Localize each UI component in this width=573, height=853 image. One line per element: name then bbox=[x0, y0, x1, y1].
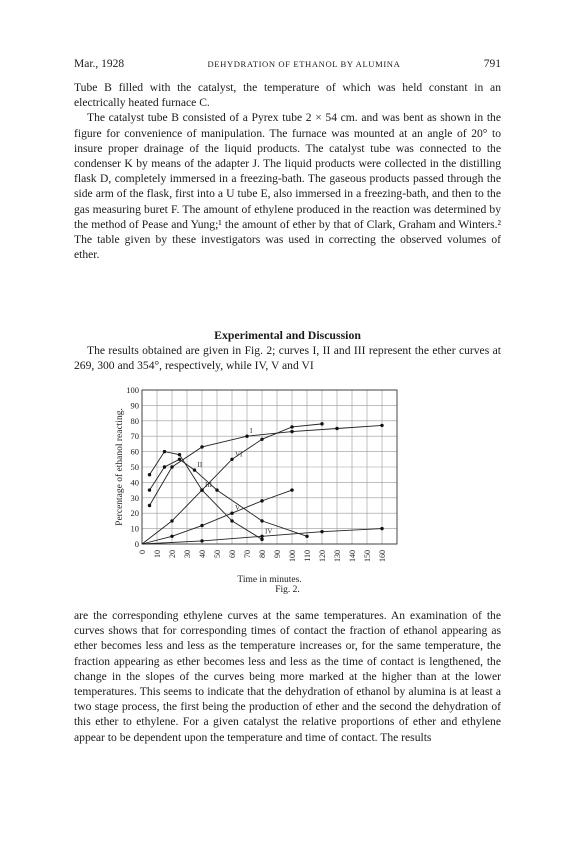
data-point bbox=[380, 424, 383, 427]
data-point bbox=[260, 438, 263, 441]
x-tick-label: 110 bbox=[303, 550, 312, 562]
x-tick-label: 120 bbox=[318, 550, 327, 562]
data-point bbox=[305, 535, 308, 538]
series-line bbox=[150, 452, 263, 540]
y-tick-label: 10 bbox=[130, 523, 139, 534]
data-point bbox=[245, 435, 248, 438]
header-page-number: 791 bbox=[483, 58, 501, 70]
x-tick-label: 90 bbox=[273, 550, 282, 558]
series-label: I bbox=[250, 427, 253, 436]
data-point bbox=[260, 499, 263, 502]
y-tick-label: 60 bbox=[130, 446, 139, 457]
paragraph: The results obtained are given in Fig. 2; curves I, II and III represent the ether curves at 269, 300 and 354°, respectively, while IV, V and VI bbox=[74, 344, 501, 373]
x-tick-label: 130 bbox=[333, 550, 342, 562]
data-point bbox=[170, 519, 173, 522]
paragraph: are the corresponding ethylene curves at the same temperatures. An examination of the curves shows that for corresponding times of contact the fraction of ethanol appearing as ether becomes less and less as the temperature increases or, for the same temperature, the fraction appearing as ether becomes less and less as the time of contact is lengthened, the change in the slopes of the curves being more marked at the higher than at the lower temperatures. This seems to indicate that the dehydration of ethanol by alumina is at least a two stage process, the first being the production of ether and the second the dehydration of this ether to ethylene. For a given catalyst the relative proportions of ether and ethylene appear to be dependent upon the temperature and time of contact. The results bbox=[74, 609, 501, 744]
y-tick-label: 90 bbox=[130, 400, 139, 411]
figure-caption: Fig. 2. bbox=[275, 585, 300, 595]
y-tick-label: 30 bbox=[130, 492, 139, 503]
header-date: Mar., 1928 bbox=[74, 58, 125, 70]
data-point bbox=[200, 524, 203, 527]
data-point bbox=[290, 430, 293, 433]
data-point bbox=[320, 422, 323, 425]
figure-2 bbox=[112, 384, 422, 596]
x-tick-label: 10 bbox=[153, 550, 162, 558]
y-tick-label: 0 bbox=[134, 539, 139, 549]
data-point bbox=[163, 465, 166, 468]
series-label: V bbox=[235, 504, 241, 513]
data-point bbox=[148, 473, 151, 476]
data-point bbox=[230, 519, 233, 522]
data-point bbox=[230, 512, 233, 515]
y-axis-label: Percentage of ethanol reacting. bbox=[115, 408, 125, 526]
y-tick-label: 50 bbox=[130, 462, 139, 472]
data-point bbox=[335, 427, 338, 430]
data-point bbox=[215, 488, 218, 491]
data-point bbox=[230, 458, 233, 461]
body-text-top bbox=[74, 80, 501, 262]
series-label: II bbox=[197, 461, 203, 470]
data-point bbox=[170, 535, 173, 538]
data-point bbox=[260, 519, 263, 522]
data-point bbox=[260, 538, 263, 541]
y-tick-label: 100 bbox=[126, 385, 139, 395]
y-tick-label: 80 bbox=[130, 415, 139, 426]
paragraph: The catalyst tube B consisted of a Pyrex tube 2 × 54 cm. and was bent as shown in the figure for convenience of manipulation. The furnace was mounted at an angle of 20° to insure proper drainage of the liquid products. The catalyst tube was connected to the condenser K by means of the adapter J. The liquid products were collected in the distilling flask D, completely immersed in a freezing-bath. The gaseous products passed through the side arm of the flask, first into a U tube E, also immersed in a freezing-bath, and then to the gas measuring buret F. The amount of ethylene produced in the reaction was determined by the method of Pease and Yung;¹ the amount of ether by that of Clark, Graham and Winters.² The table given by these investigators was used in correcting the observed volumes of ether. bbox=[74, 111, 501, 262]
data-point bbox=[320, 530, 323, 533]
x-tick-label: 0 bbox=[138, 550, 147, 554]
data-point bbox=[163, 450, 166, 453]
data-point bbox=[170, 465, 173, 468]
x-axis-label: Time in minutes. bbox=[237, 575, 302, 585]
x-tick-label: 140 bbox=[348, 550, 357, 562]
data-point bbox=[290, 488, 293, 491]
x-tick-label: 50 bbox=[213, 550, 222, 558]
series-label: IV bbox=[265, 527, 273, 536]
x-tick-label: 20 bbox=[168, 550, 177, 558]
x-tick-label: 70 bbox=[243, 550, 252, 558]
series-label: III bbox=[205, 481, 212, 490]
x-tick-label: 30 bbox=[183, 550, 192, 558]
data-point bbox=[200, 445, 203, 448]
x-tick-label: 160 bbox=[378, 550, 387, 562]
data-point bbox=[260, 535, 263, 538]
y-tick-label: 40 bbox=[130, 477, 139, 488]
series-label: VI bbox=[235, 450, 243, 459]
data-point bbox=[200, 488, 203, 491]
data-point bbox=[178, 453, 181, 456]
x-tick-label: 60 bbox=[228, 550, 237, 558]
body-text-mid bbox=[74, 343, 501, 373]
line-chart bbox=[112, 384, 422, 596]
data-point bbox=[148, 488, 151, 491]
x-tick-label: 100 bbox=[288, 550, 297, 562]
data-point bbox=[380, 527, 383, 530]
section-heading: Experimental and Discussion bbox=[214, 328, 361, 342]
x-tick-label: 80 bbox=[258, 550, 267, 558]
x-tick-label: 150 bbox=[363, 550, 372, 562]
data-point bbox=[290, 425, 293, 428]
body-text-bottom bbox=[74, 608, 501, 745]
y-tick-label: 20 bbox=[130, 508, 139, 519]
paragraph: Tube B filled with the catalyst, the temperature of which was held constant in an electrically heated furnace C. bbox=[74, 81, 501, 110]
header-title: DEHYDRATION OF ETHANOL BY ALUMINA bbox=[207, 59, 401, 69]
x-tick-label: 40 bbox=[198, 550, 207, 558]
y-tick-label: 70 bbox=[130, 431, 139, 442]
data-point bbox=[178, 458, 181, 461]
data-point bbox=[193, 468, 196, 471]
data-point bbox=[200, 539, 203, 542]
data-point bbox=[148, 504, 151, 507]
running-header bbox=[74, 58, 501, 70]
